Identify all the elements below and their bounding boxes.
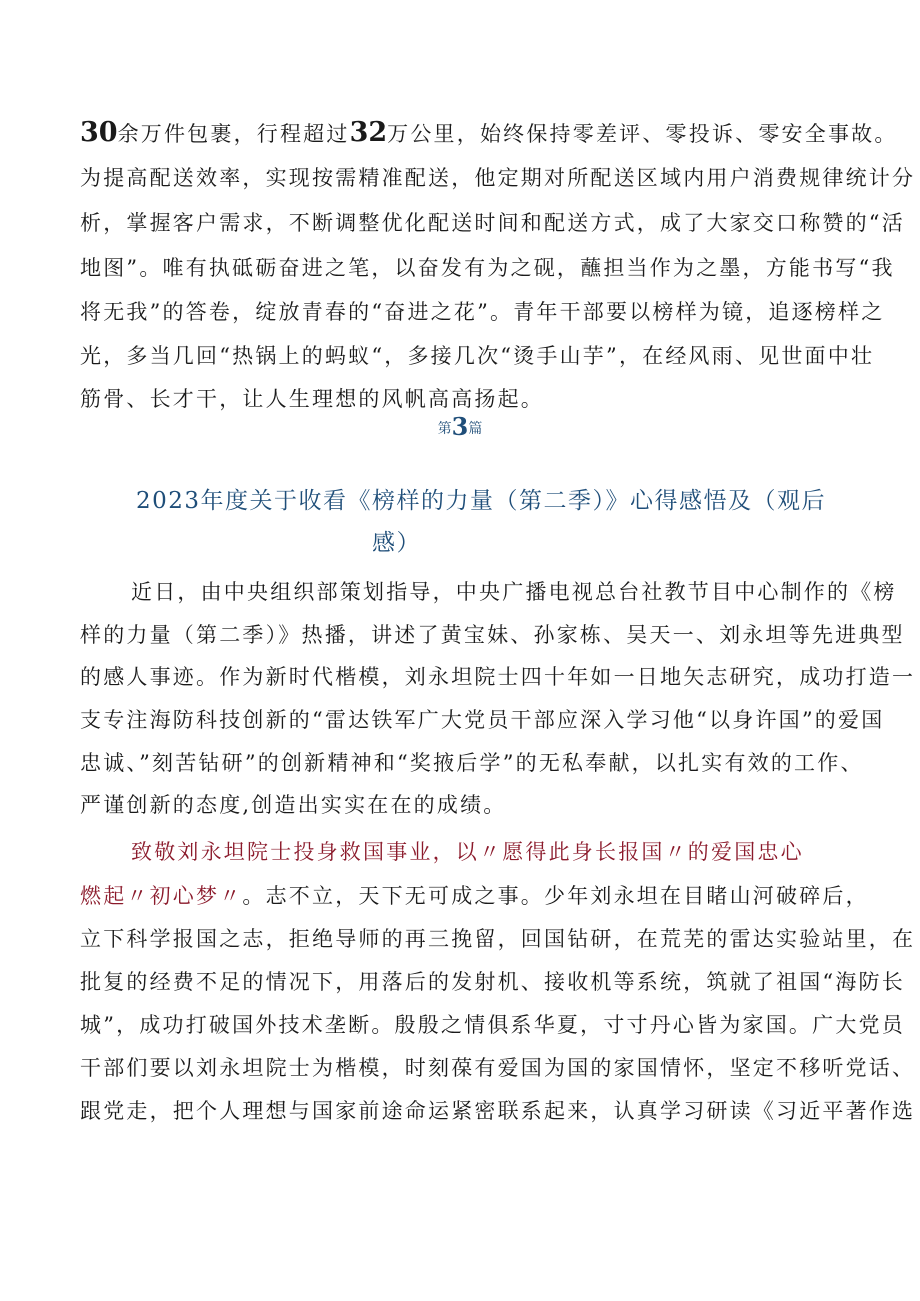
text-line: 为提高配送效率，实现按需精准配送，他定期对所配送区域内用户消费规律统计分 xyxy=(80,166,916,190)
text-line: 析，掌握客户需求，不断调整优化配送时间和配送方式，成了大家交口称赞的“活 xyxy=(80,211,905,235)
section-number xyxy=(0,412,920,444)
text-span: 。志不立，天下无可成之事。少年刘永坦在目睹山河破碎后， xyxy=(242,884,869,908)
text-line: 支专注海防科技创新的“雷达铁军广大党员干部应深入学习他“以身许国”的爱国 xyxy=(80,708,885,732)
text-line: 筋骨、长才干，让人生理想的风帆高高扬起。 xyxy=(80,387,544,411)
text-line: 地图”。唯有执砥砺奋进之笔，以奋发有为之砚，蘸担当作为之墨，方能书写“我 xyxy=(80,256,895,280)
text-line xyxy=(80,117,898,149)
text-line: 样的力量（第二季）》热播，讲述了黄宝妹、孙家栋、吴天一、刘永坦等先进典型 xyxy=(80,623,905,647)
text-line: 光，多当几回“热锅上的蚂蚁“，多接几次“烫手山芋”，在经风雨、见世面中壮 xyxy=(80,344,875,368)
text-span: 余万件包裹，行程超过 xyxy=(117,122,350,146)
text-line: 立下科学报国之志，拒绝导师的再三挽留，回国钻研，在荒芜的雷达实验站里，在 xyxy=(80,927,916,951)
section-prefix: 第 xyxy=(437,421,452,437)
section-title-line1: 2023年度关于收看《榜样的力量（第二季）》心得感悟及（观后 xyxy=(136,488,827,514)
highlight-text: 燃起〃初心梦〃 xyxy=(80,884,243,908)
text-line: 城”，成功打破国外技术垄断。殷殷之情俱系华夏，寸寸丹心皆为家国。广大党员 xyxy=(80,1013,905,1037)
text-line: 的感人事迹。作为新时代楷模，刘永坦院士四十年如一日地矢志研究，成功打造一 xyxy=(80,665,916,689)
text-line: 跟党走，把个人理想与国家前途命运紧密联系起来，认真学习研读《习近平著作选 xyxy=(80,1099,916,1123)
section-title-line2: 感） xyxy=(372,530,421,556)
text-line: 批复的经费不足的情况下，用落后的发射机、接收机等系统，筑就了祖国“海防长 xyxy=(80,970,905,994)
text-span: 万公里，始终保持零差评、零投诉、零安全事故。 xyxy=(387,122,898,146)
highlight-line: 致敬刘永坦院士投身救国事业，以〃愿得此身长报国〃的爱国忠心 xyxy=(131,840,804,864)
number-text: 32 xyxy=(349,117,388,148)
section-suffix: 篇 xyxy=(468,421,483,437)
text-line: 干部们要以刘永坦院士为楷模，时刻葆有爱国为国的家国情怀，坚定不移听党话、 xyxy=(80,1056,916,1080)
section-number-value: 3 xyxy=(451,412,469,441)
text-line: 忠诚、”刻苦钻研”的创新精神和“奖掖后学”的无私奉献，以扎实有效的工作、 xyxy=(80,751,864,775)
number-text: 30 xyxy=(80,117,118,148)
text-line: 严谨创新的态度,创造出实实在在的成绩。 xyxy=(80,793,507,817)
text-line xyxy=(80,881,869,911)
text-line: 将无我”的答卷，绽放青春的“奋进之花”。青年干部要以榜样为镜，追逐榜样之 xyxy=(80,300,885,324)
text-line: 近日，由中央组织部策划指导，中央广播电视总台社教节目中心制作的《榜 xyxy=(131,580,897,604)
